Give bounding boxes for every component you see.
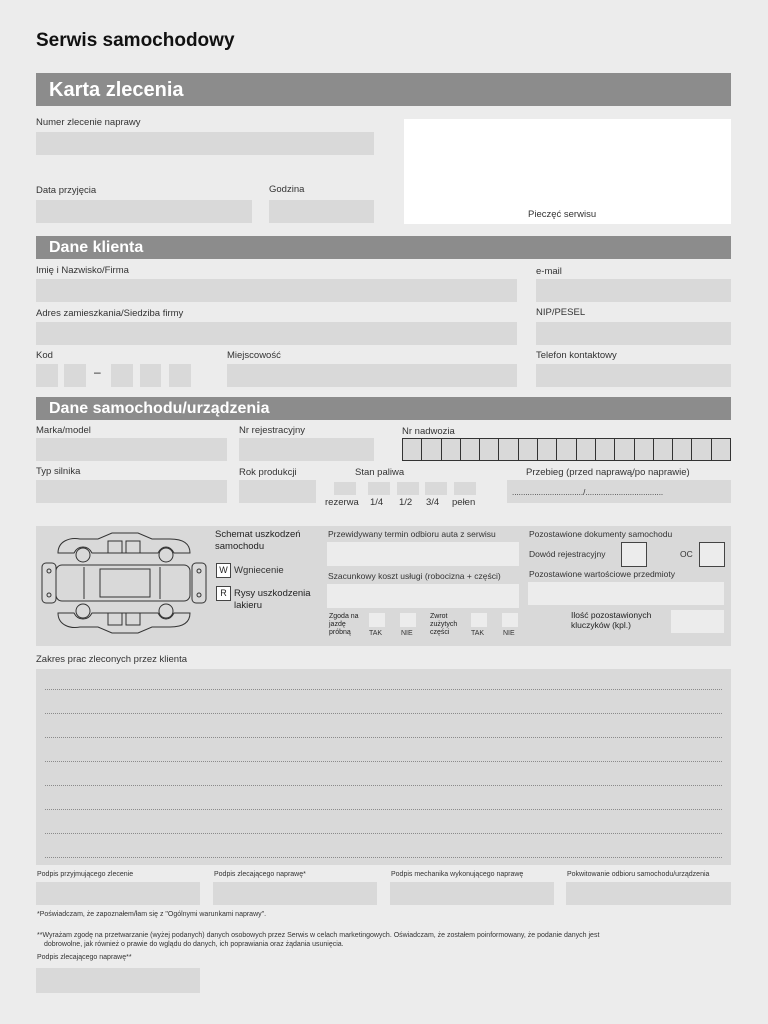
engine-label: Typ silnika xyxy=(36,466,81,477)
footnote-consent-line1: **Wyrażam zgodę na przetwarzanie (wyżej podanych) danych osobowych przez Serwis w celach marketingowych. Oświadczam, że zostałem poinformowany, że podanie danych jest xyxy=(37,932,600,939)
vin-char-cell[interactable] xyxy=(422,439,441,460)
work-scope-line xyxy=(45,689,722,690)
nip-label: NIP/PESEL xyxy=(536,307,586,318)
postcode-label: Kod xyxy=(36,350,53,361)
return-parts-label: Zwrot zużytych części xyxy=(430,613,458,636)
signature-label: Pokwitowanie odbioru samochodu/urządzenia xyxy=(567,871,710,878)
vin-char-cell[interactable] xyxy=(615,439,634,460)
section-vehicle-title: Dane samochodu/urządzenia xyxy=(36,397,731,420)
test-drive-label: Zgoda na jazdę próbną xyxy=(329,613,359,636)
make-field[interactable] xyxy=(36,438,227,461)
test-drive-yes-box[interactable] xyxy=(369,613,385,627)
valuables-field[interactable] xyxy=(528,582,724,605)
date-field[interactable] xyxy=(36,200,252,223)
address-field[interactable] xyxy=(36,322,517,345)
stamp-label: Pieczęć serwisu xyxy=(528,209,597,220)
vin-char-cell[interactable] xyxy=(654,439,673,460)
oc-checkbox[interactable] xyxy=(699,542,725,567)
test-drive-yes-label: TAK xyxy=(369,630,383,637)
vin-field[interactable] xyxy=(402,438,731,461)
signature-mechanic-field[interactable] xyxy=(390,882,554,905)
work-scope-line xyxy=(45,737,722,738)
fuel-level-label: rezerwa xyxy=(325,497,359,508)
email-label: e-mail xyxy=(536,266,562,277)
vin-label: Nr nadwozia xyxy=(402,426,455,437)
fuel-level-label: 1/4 xyxy=(370,497,384,508)
make-label: Marka/model xyxy=(36,425,91,436)
vin-char-cell[interactable] xyxy=(442,439,461,460)
fuel-box-1-2[interactable] xyxy=(397,482,419,495)
final-signature-label: Podpis zlecającego naprawę** xyxy=(37,954,132,961)
postcode-digit-2[interactable] xyxy=(64,364,86,387)
vin-char-cell[interactable] xyxy=(635,439,654,460)
dent-legend-label: Wgniecenie xyxy=(234,565,284,576)
pickup-date-label: Przewidywany termin odbioru auta z serwisu xyxy=(328,529,496,539)
work-scope-line xyxy=(45,761,722,762)
reg-label: Nr rejestracyjny xyxy=(239,425,305,436)
vin-char-cell[interactable] xyxy=(596,439,615,460)
documents-label: Pozostawione dokumenty samochodu xyxy=(529,529,673,539)
signature-client-field[interactable] xyxy=(213,882,377,905)
page-title: Serwis samochodowy xyxy=(36,30,235,51)
vin-char-cell[interactable] xyxy=(519,439,538,460)
vin-char-cell[interactable] xyxy=(499,439,518,460)
test-drive-no-label: NIE xyxy=(401,630,413,637)
car-damage-diagram-icon[interactable] xyxy=(40,531,210,635)
keys-field[interactable] xyxy=(671,610,724,633)
time-label: Godzina xyxy=(269,184,305,195)
year-field[interactable] xyxy=(239,480,316,503)
cost-field[interactable] xyxy=(327,584,519,608)
work-scope-line xyxy=(45,857,722,858)
oc-label: OC xyxy=(680,549,693,559)
postcode-digit-4[interactable] xyxy=(140,364,161,387)
scratch-legend-box: R xyxy=(216,586,231,601)
fuel-box-rezerwa[interactable] xyxy=(334,482,356,495)
work-scope-line xyxy=(45,833,722,834)
return-parts-no-box[interactable] xyxy=(502,613,518,627)
mileage-placeholder: ................................/................................... xyxy=(512,488,664,497)
time-field[interactable] xyxy=(269,200,374,223)
keys-label: Ilość pozostawionych kluczyków (kpl.) xyxy=(571,610,652,630)
return-parts-yes-label: TAK xyxy=(471,630,485,637)
postcode-digit-3[interactable] xyxy=(111,364,133,387)
vin-char-cell[interactable] xyxy=(673,439,692,460)
nip-field[interactable] xyxy=(536,322,731,345)
mileage-label: Przebieg (przed naprawą/po naprawie) xyxy=(526,467,690,478)
postcode-digit-5[interactable] xyxy=(169,364,191,387)
work-scope-label: Zakres prac zleconych przez klienta xyxy=(36,654,188,665)
dent-legend-box: W xyxy=(216,563,231,578)
vin-char-cell[interactable] xyxy=(461,439,480,460)
fuel-box-1-4[interactable] xyxy=(368,482,390,495)
engine-field[interactable] xyxy=(36,480,227,503)
section-client-title: Dane klienta xyxy=(36,236,731,259)
fuel-label: Stan paliwa xyxy=(355,467,405,478)
scratch-legend-label: Rysy uszkodzenia lakieru xyxy=(234,588,311,611)
return-parts-no-label: NIE xyxy=(503,630,515,637)
reg-doc-label: Dowód rejestracyjny xyxy=(529,549,606,559)
fuel-level-label: pełen xyxy=(452,497,476,508)
vin-char-cell[interactable] xyxy=(480,439,499,460)
section-order-title: Karta zlecenia xyxy=(36,73,731,106)
email-field[interactable] xyxy=(536,279,731,302)
signature-receiver-field[interactable] xyxy=(36,882,200,905)
reg-field[interactable] xyxy=(239,438,374,461)
vin-char-cell[interactable] xyxy=(692,439,711,460)
phone-field[interactable] xyxy=(536,364,731,387)
fuel-box-3-4[interactable] xyxy=(425,482,447,495)
vin-char-cell[interactable] xyxy=(712,439,730,460)
valuables-label: Pozostawione wartościowe przedmioty xyxy=(529,569,675,579)
vin-char-cell[interactable] xyxy=(538,439,557,460)
work-scope-line xyxy=(45,809,722,810)
signature-pickup-field[interactable] xyxy=(566,882,731,905)
vin-char-cell[interactable] xyxy=(557,439,576,460)
order-number-label: Numer zlecenie naprawy xyxy=(36,117,141,128)
work-scope-line xyxy=(45,713,722,714)
order-number-field[interactable] xyxy=(36,132,374,155)
fuel-box-full[interactable] xyxy=(454,482,476,495)
test-drive-no-box[interactable] xyxy=(400,613,416,627)
signature-label: Podpis zlecającego naprawę* xyxy=(214,871,306,878)
footnote-consent-line2: dobrowolne, jak również o prawie do wglądu do danych, ich poprawiania oraz żądania usunięcia. xyxy=(44,941,344,948)
pickup-date-field[interactable] xyxy=(327,542,519,566)
vin-char-cell[interactable] xyxy=(577,439,596,460)
cost-label: Szacunkowy koszt usługi (robocizna + części) xyxy=(328,571,501,581)
phone-label: Telefon kontaktowy xyxy=(536,350,617,361)
final-signature-field[interactable] xyxy=(36,968,200,993)
address-label: Adres zamieszkania/Siedziba firmy xyxy=(36,308,184,319)
name-field[interactable] xyxy=(36,279,517,302)
postcode-dash: – xyxy=(94,365,101,379)
vin-char-cell[interactable] xyxy=(403,439,422,460)
city-label: Miejscowość xyxy=(227,350,281,361)
city-field[interactable] xyxy=(227,364,517,387)
fuel-level-label: 3/4 xyxy=(426,497,440,508)
work-scope-field[interactable] xyxy=(36,669,731,865)
postcode-digit-1[interactable] xyxy=(36,364,58,387)
footnote-terms: *Poświadczam, że zapoznałem/łam się z "Ogólnymi warunkami naprawy". xyxy=(37,911,267,918)
work-scope-line xyxy=(45,785,722,786)
signature-label: Podpis mechanika wykonującego naprawę xyxy=(391,871,524,878)
date-label: Data przyjęcia xyxy=(36,185,97,196)
damage-diagram-title: Schemat uszkodzeń samochodu xyxy=(215,529,301,552)
name-label: Imię i Nazwisko/Firma xyxy=(36,265,129,276)
signature-label: Podpis przyjmującego zlecenie xyxy=(37,871,134,878)
year-label: Rok produkcji xyxy=(239,467,297,478)
reg-doc-checkbox[interactable] xyxy=(621,542,647,567)
return-parts-yes-box[interactable] xyxy=(471,613,487,627)
fuel-level-label: 1/2 xyxy=(399,497,413,508)
